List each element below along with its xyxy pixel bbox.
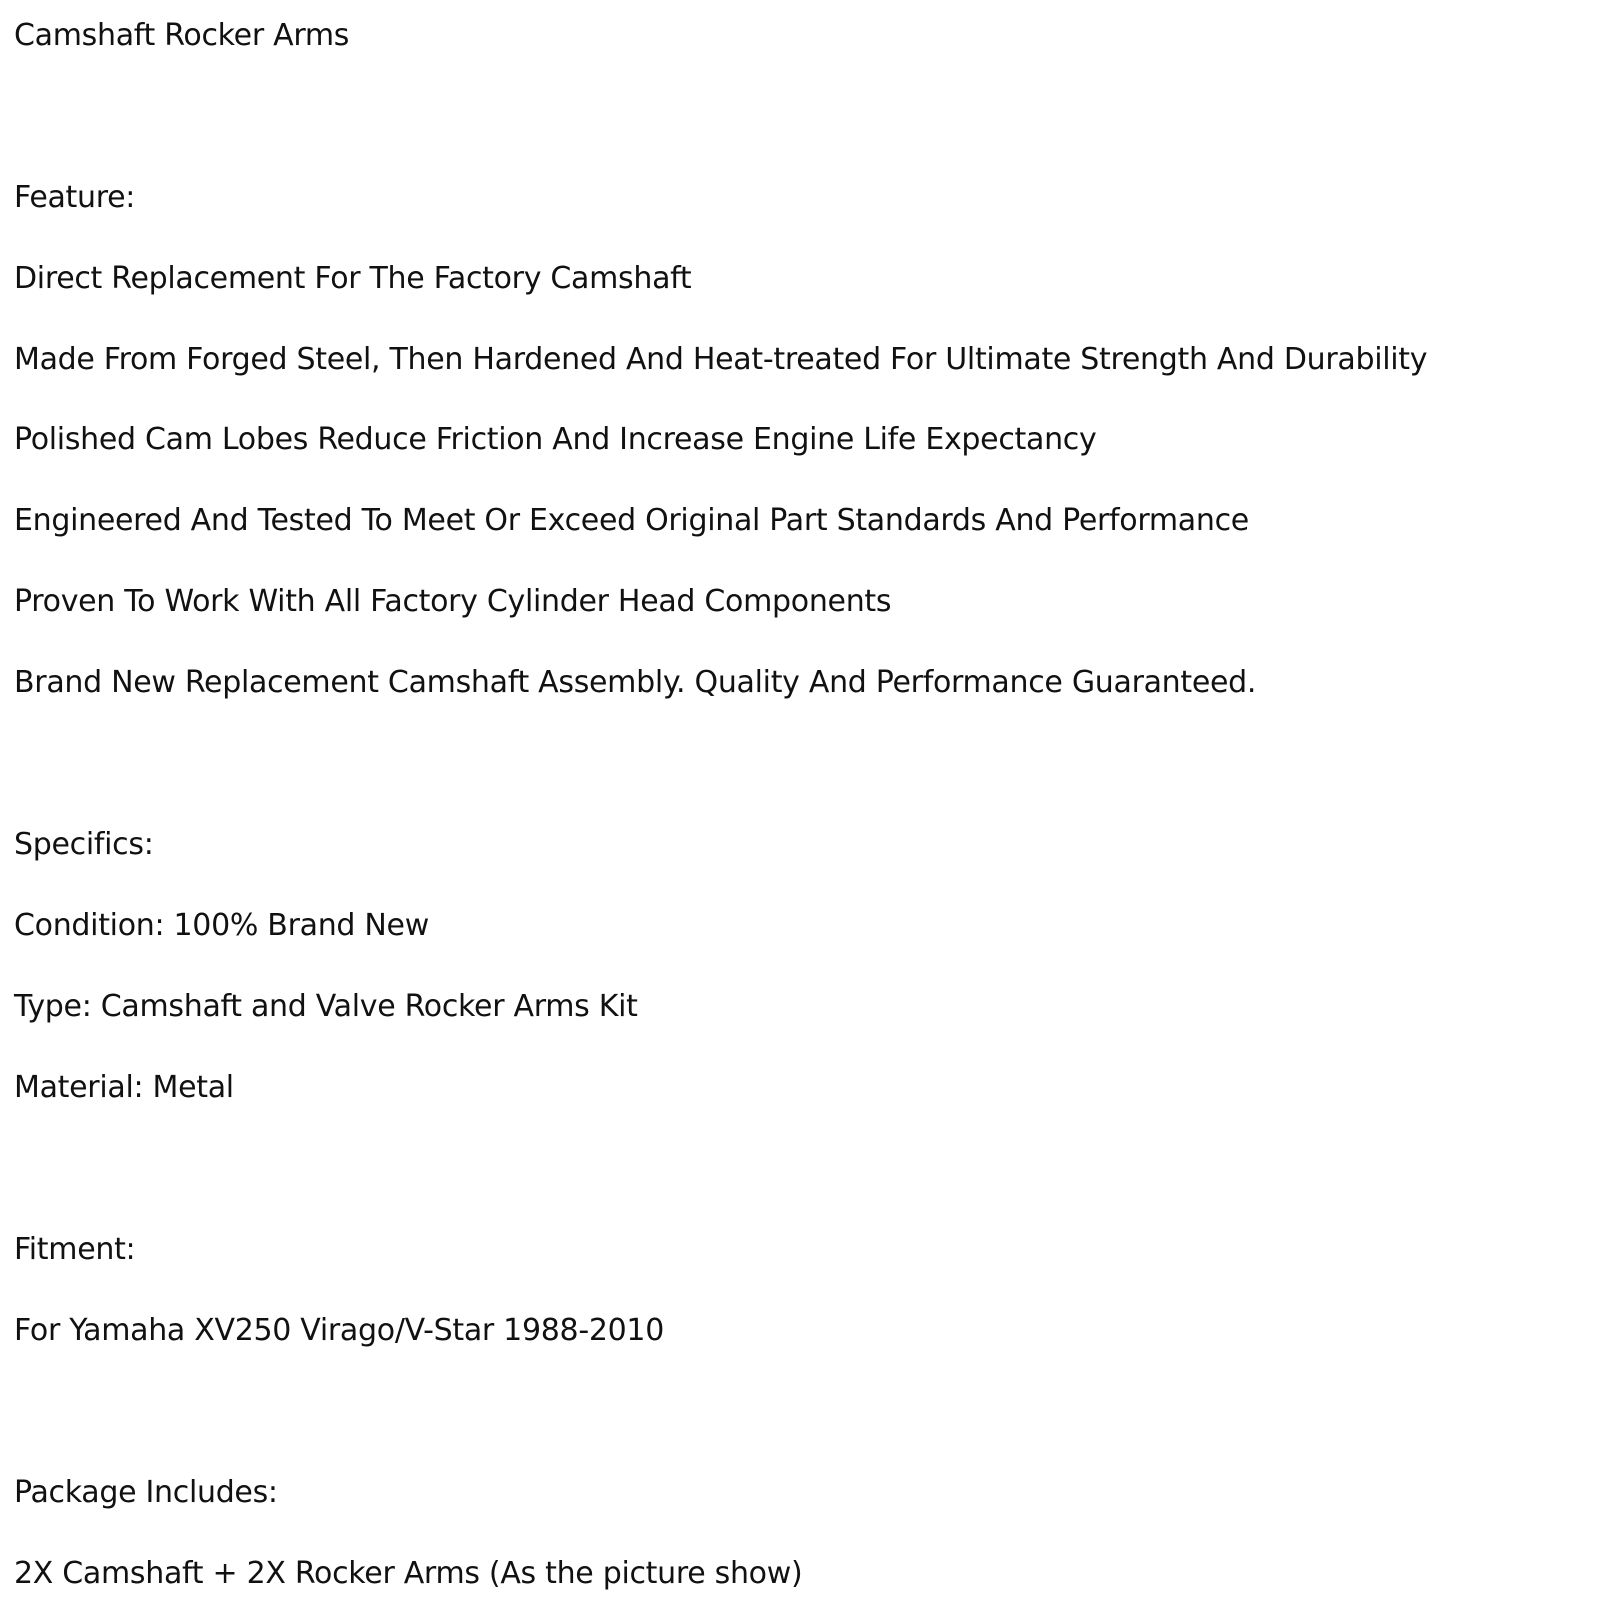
feature-item: Polished Cam Lobes Reduce Friction And Increase Engine Life Expectancy	[14, 422, 1097, 457]
feature-heading: Feature:	[14, 180, 136, 215]
fitment-heading: Fitment:	[14, 1232, 136, 1267]
package-heading: Package Includes:	[14, 1475, 278, 1510]
feature-item: Brand New Replacement Camshaft Assembly. Quality And Performance Guaranteed.	[14, 665, 1257, 700]
document-title: Camshaft Rocker Arms	[14, 18, 350, 53]
specifics-item: Type: Camshaft and Valve Rocker Arms Kit	[14, 989, 638, 1024]
feature-item: Direct Replacement For The Factory Camshaft	[14, 261, 692, 296]
fitment-item: For Yamaha XV250 Virago/V-Star 1988-2010	[14, 1313, 664, 1348]
feature-item: Engineered And Tested To Meet Or Exceed Original Part Standards And Performance	[14, 503, 1249, 538]
specifics-item: Condition: 100% Brand New	[14, 908, 429, 943]
feature-item: Made From Forged Steel, Then Hardened And Heat-treated For Ultimate Strength And Durability	[14, 342, 1428, 377]
package-item: 2X Camshaft + 2X Rocker Arms (As the picture show)	[14, 1556, 803, 1591]
feature-item: Proven To Work With All Factory Cylinder Head Components	[14, 584, 892, 619]
specifics-item: Material: Metal	[14, 1070, 234, 1105]
specifics-heading: Specifics:	[14, 827, 154, 862]
